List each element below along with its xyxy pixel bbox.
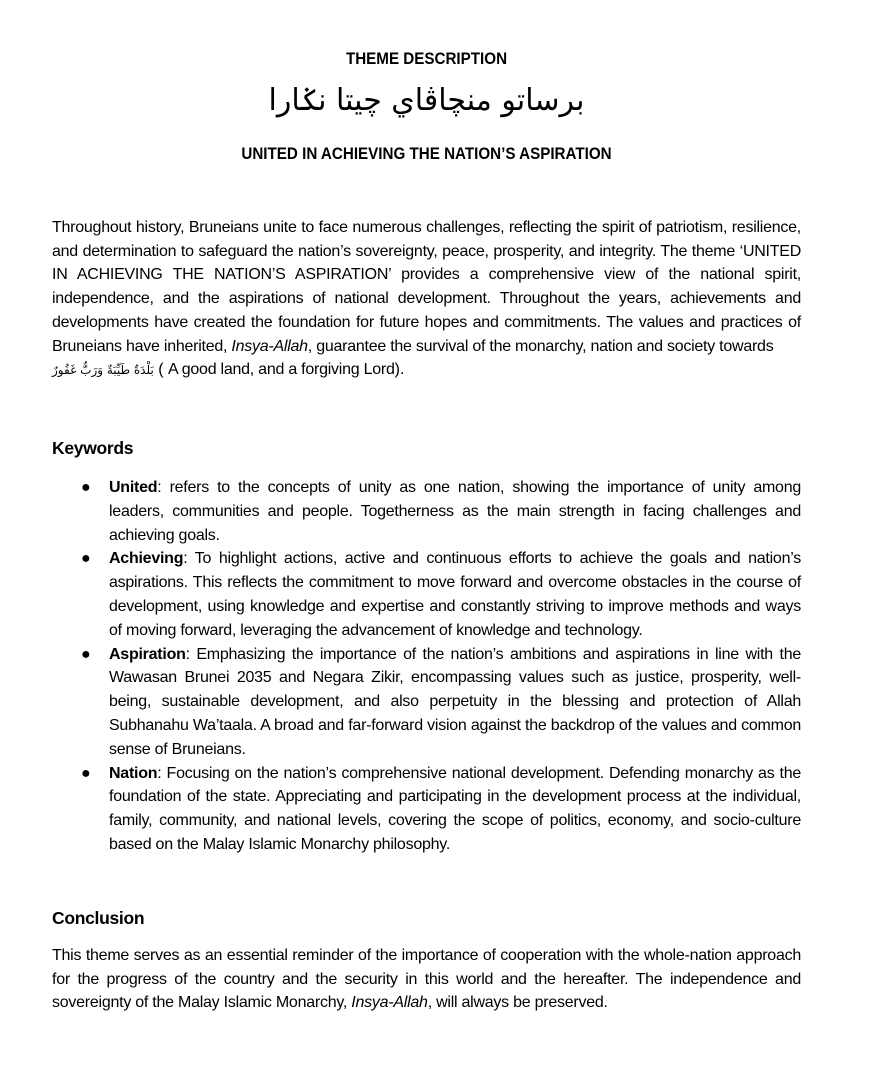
keyword-description: : Focusing on the nation’s comprehensive national development. Defending monarchy as the foundation of the state. Appreciating and participating in the development process at the individual, family, community, and national levels, covering the scope of politics, economy, and socio-culture based on the Malay Islamic Monarchy philosophy.: [109, 764, 801, 853]
intro-text-1: Throughout history, Bruneians unite to face numerous challenges, reflecting the spirit of patriotism, resilience, and determination to safeguard the nation’s sovereignty, peace, prosperity, and integrity. The theme ‘UNITED IN ACHIEVING THE NATION’S ASPIRATION’ provides a comprehensive view of the national spirit, independence, and the aspirations of national development. Throughout the years, achievements and developments have created the foundation for future hopes and commitments. The values and practices of Bruneians have inherited,: [52, 219, 801, 355]
intro-arabic-phrase: بَلْدَةٌ طَيِّبَةٌ وَرَبٌّ غَفُورٌ: [52, 363, 154, 378]
theme-jawi-title: برساتو منچاڤاي چيتا نݢارا: [268, 83, 585, 118]
conclusion-heading: Conclusion: [52, 908, 145, 928]
keyword-term: Achieving: [109, 550, 184, 568]
keyword-item-achieving: [52, 547, 801, 642]
conclusion-text-2: , will always be preserved.: [427, 994, 608, 1012]
keyword-description: : Emphasizing the importance of the nation’s ambitions and aspirations in line with the Wawasan Brunei 2035 and Negara Zikir, encompassing values such as justice, prosperity, well-being, sustainable development, and also perpetuity in the blessing and protection of Allah Subhanahu Wa’taala. A broad and far-forward vision against the backdrop of the values and common sense of Bruneians.: [109, 645, 801, 758]
theme-english-title: UNITED IN ACHIEVING THE NATION’S ASPIRATION: [241, 145, 612, 163]
bullet-icon: ●: [81, 479, 91, 496]
bullet-icon: ●: [81, 550, 91, 568]
keyword-description: : refers to the concepts of unity as one nation, showing the importance of unity among leaders, communities and people. Togetherness as the main strength in facing challenges and achieving goals.: [109, 479, 801, 544]
conclusion-text-1: This theme serves as an essential reminder of the importance of cooperation with the whole-nation approach for the progress of the country and the security in this world and the hereafter. The independence and sovereignty of the Malay Islamic Monarchy,: [52, 947, 801, 1012]
keywords-heading: Keywords: [52, 438, 134, 458]
keywords-list: [52, 476, 801, 857]
conclusion-paragraph: [52, 944, 801, 1015]
keyword-item-nation: [52, 762, 801, 857]
conclusion-italic-insya-allah: Insya-Allah: [351, 994, 428, 1012]
theme-label: THEME DESCRIPTION: [345, 50, 508, 68]
keyword-description: : To highlight actions, active and continuous efforts to achieve the goals and nation’s aspirations. This reflects the commitment to move forward and overcome obstacles in the course of development, using knowledge and expertise and constantly striving to improve methods and ways of moving forward, leveraging the advancement of knowledge and technology.: [109, 550, 801, 639]
intro-text-2: , guarantee the survival of the monarchy, nation and society towards: [307, 337, 774, 355]
bullet-icon: ●: [81, 764, 91, 782]
keyword-term: United: [109, 479, 158, 496]
keyword-item-aspiration: [52, 643, 801, 762]
keyword-term: Aspiration: [109, 645, 186, 663]
intro-text-3: ( A good land, and a forgiving Lord).: [153, 361, 405, 379]
bullet-icon: ●: [81, 645, 91, 663]
intro-italic-insya-allah: Insya-Allah: [231, 337, 308, 355]
keyword-term: Nation: [109, 764, 158, 782]
keyword-item-united: [52, 476, 801, 547]
intro-paragraph: [52, 216, 801, 383]
